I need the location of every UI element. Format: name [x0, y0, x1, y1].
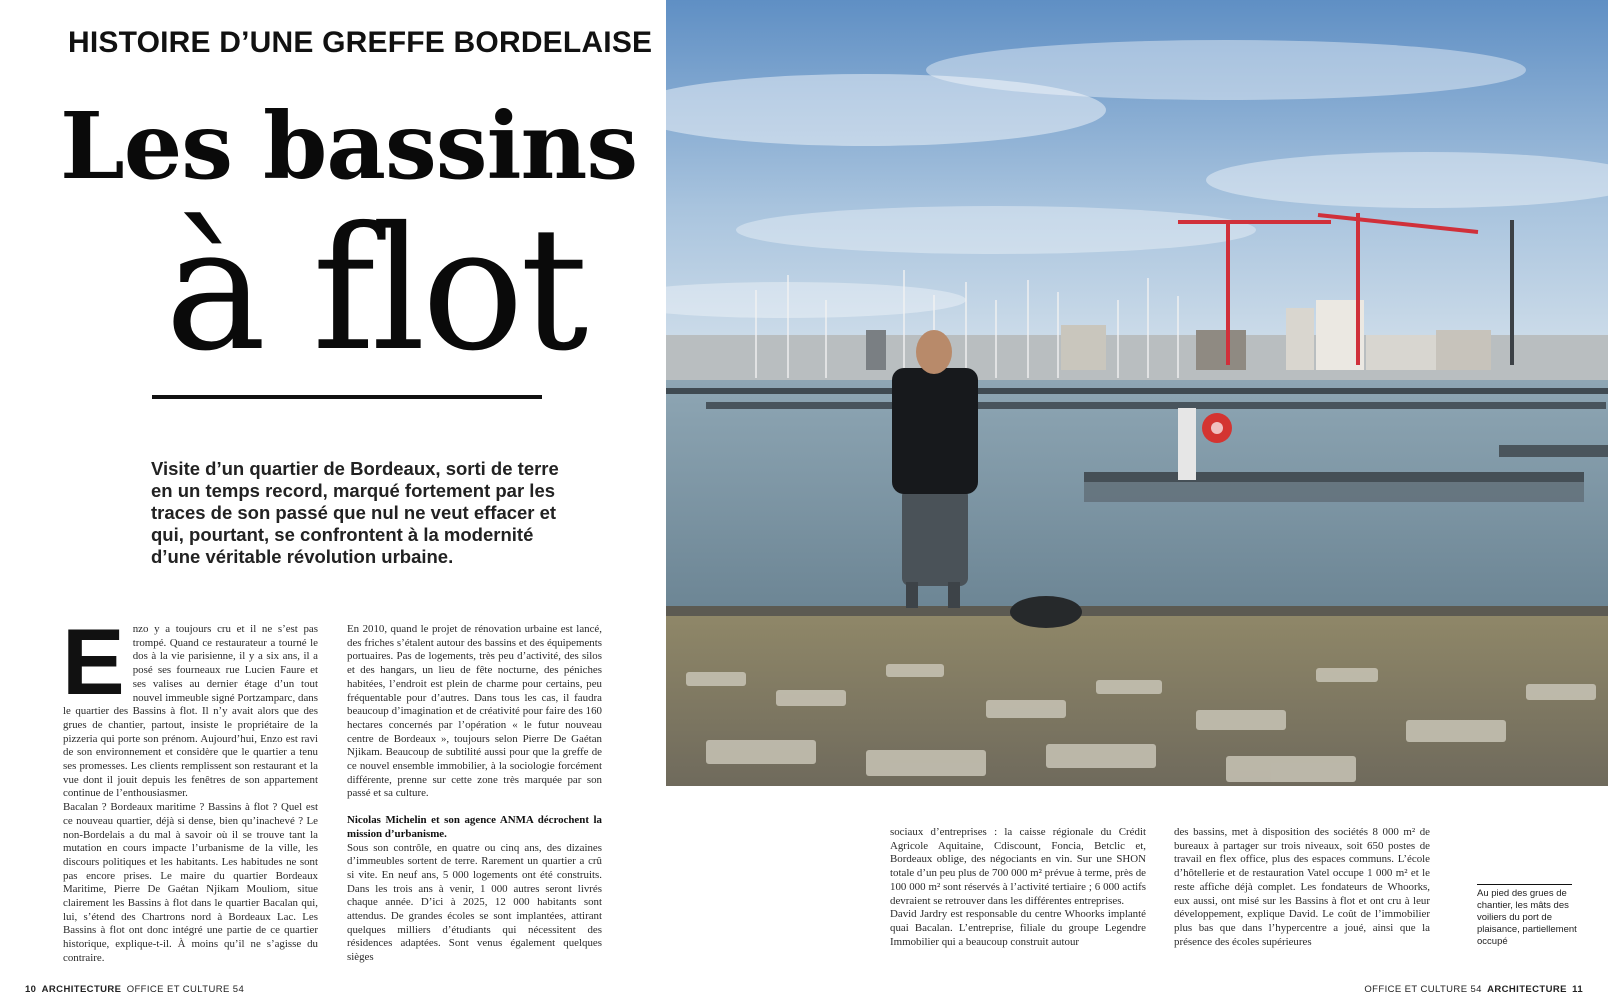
article-subheading: Nicolas Michelin et son agence ANMA décrochent la mission d’urbanisme.	[347, 814, 602, 840]
article-paragraph: En 2010, quand le projet de rénovation urbaine est lancé, des friches s’étalent autour des bassins et des équipements portuaires. Pas de logements, très peu d’activité, des silos et des hangars, un lieu de fête nocturne, des péniches habitées, l’endroit est plein de charme pour certains, peu fréquentable pour d’autres. Dans tous les cas, il faudra beaucoup d’imagination et de créativité pour faire des 160 hectares concernés par l’opération « le futur nouveau centre de Bordeaux », toujours selon Pierre De Gaétan Njikam. Beaucoup de subtilité aussi pour que la greffe de ce nouvel ensemble immobilier, à la sociologie forcément différente, prenne sur cette zone très marquée par son passé et sa culture.	[347, 623, 602, 800]
article-paragraph: David Jardry est responsable du centre Whoorks implanté quai Bacalan. L’entreprise, filiale du groupe Legendre Immobilier qui a beaucoup construit autour	[890, 908, 1146, 948]
section-kicker: HISTOIRE D’UNE GREFFE BORDELAISE	[68, 26, 653, 59]
drop-cap: E	[62, 609, 125, 714]
intro-paragraph: Visite d’un quartier de Bordeaux, sorti de terre en un temps record, marqué fortement par les traces de son passé que nul ne veut effacer et qui, pourtant, se confrontent à la modernité d’une véritable révolution urbaine.	[151, 458, 559, 567]
footer-section-left: ARCHITECTURE	[41, 984, 122, 995]
article-paragraph: Bacalan ? Bordeaux maritime ? Bassins à flot ? Quel est ce nouveau quartier, déjà si dense, bien qu’inachevé ? Le non-Bordelais a du mal à savoir où il se trouve tant la mutation en cours impacte l’urbanisme de la ville, les discours politiques et les habitants. Les habitudes ne sont pas encore prises. Le maire du quartier Bordeaux Maritime, Pierre De Gaétan Njikam Mouliom, situe clairement les Bassins à flot dans le quartier Bacalan qui, lui, s’étend des Chartrons nord à Bordeaux Lac. Les Bassins à flot ont donc intégré une partie de ce quartier historique, explique-t-il. À moins qu’il ne s’agisse du contraire.	[63, 801, 318, 964]
article-column-2	[347, 623, 602, 965]
caption-rule	[1477, 884, 1572, 885]
photo-caption: Au pied des grues de chantier, les mâts des voiliers du port de plaisance, partiellement occupé	[1477, 888, 1577, 947]
article-column-3	[890, 826, 1146, 949]
article-paragraph: nzo y a toujours cru et il ne s’est pas trompé. Quand ce restaurateur a tourné le dos à la vie parisienne, il y a six ans, il a posé ses fourneaux rue Lucien Faure et ses valises au dernier étage d’un tout nouvel immeuble signé Portzamparc, dans le quartier des Bassins à flot. Il n’y avait alors que des grues de chantier, partout, insiste le propriétaire de la pizzeria qui porte son prénom. Aujourd’hui, Enzo est ravi de son environnement et considère que le quartier a tenu ses promesses. Les clients remplissent son restaurant et la vue dont il jouit depuis les fenêtres de son appartement continue de l’enthousiasmer.	[63, 623, 318, 800]
footer-issue-left: OFFICE ET CULTURE 54	[126, 984, 245, 995]
page-number-left: 10	[25, 984, 37, 995]
article-column-1	[62, 609, 318, 966]
footer-section-right: ARCHITECTURE	[1487, 984, 1567, 995]
article-paragraph: des bassins, met à disposition des sociétés 8 000 m² de bureaux à partager sur trois niveaux, soit 650 postes de travail en flex office, plus des espaces communs. L’école d’hôtellerie et de restauration Vatel occupe 1 000 m² et le reste affiche déjà complet. Les fondateurs de Whoorks, eux aussi, ont misé sur les Bassins à flot et ont cru à leur développement, explique David. Le coût de l’immobilier plus bas que dans l’hypercentre a joué, ainsi que la présence des écoles supérieures	[1174, 826, 1430, 948]
article-paragraph: Sous son contrôle, en quatre ou cinq ans, des dizaines d’immeubles sortent de terre. Rarement un quartier a crû si vite. En neuf ans, 5 000 logements ont été construits. Dans les trois ans à venir, 1 000 autres seront livrés chaque année. D’ici à 2025, 12 000 habitants sont attendus. De grandes écoles se sont implantées, attirant quelques milliers d’étudiants qui nécessitent des résidences adaptées. Sont venus également quelques sièges	[347, 841, 602, 964]
footer-issue-right: OFFICE ET CULTURE 54	[1364, 984, 1482, 995]
page-title-line-1: Les bassins	[60, 92, 638, 200]
page-title-line-2: à flot	[165, 191, 585, 389]
article-column-4	[1174, 826, 1430, 949]
footer-right	[1364, 984, 1583, 995]
harbor-photo-illustration	[666, 0, 1608, 786]
page-number-right: 11	[1572, 984, 1583, 995]
article-paragraph: sociaux d’entreprises : la caisse régionale du Crédit Agricole Aquitaine, Cdiscount, Foncia, Betclic et, Bordeaux oblige, des négociants en vin. Sur une SHON totale d’un peu plus de 700 000 m² prévue à terme, près de 100 000 m² sont réservés à l’activité tertiaire ; 6 000 actifs devraient se retrouver dans les différentes entreprises.	[890, 826, 1146, 907]
footer-left	[25, 984, 244, 995]
harbor-photo	[666, 0, 1608, 786]
title-underline	[152, 395, 542, 399]
